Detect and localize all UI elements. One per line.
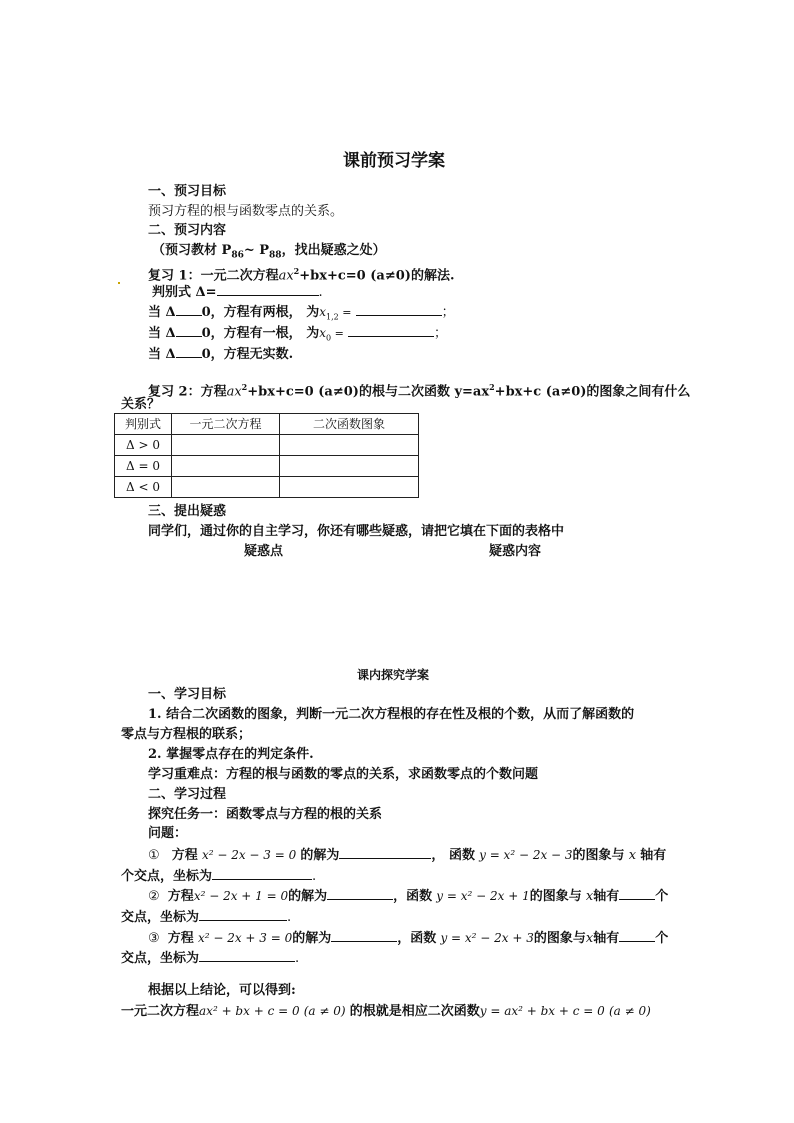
p2-c: ，函数: [393, 889, 433, 904]
l2-blank1[interactable]: [176, 323, 202, 337]
p2-g: 交点，坐标为: [121, 910, 200, 925]
last-a: 一元二次方程: [121, 1004, 200, 1019]
review2-sq2: 2: [489, 382, 495, 392]
heading-learning-process: 二、学习过程: [148, 787, 227, 802]
l2-var: x: [319, 326, 326, 340]
p2-eq: x² − 2x + 1 = 0: [193, 889, 289, 903]
heading-preview-content: 二、预习内容: [148, 223, 227, 238]
table-cell-disc: Δ = 0: [115, 456, 172, 477]
problem-3: [148, 928, 668, 948]
p1-eq: x² − 2x − 3 = 0: [201, 848, 297, 862]
p3-f: 个: [655, 931, 669, 946]
relation-table: [114, 413, 419, 498]
p3-e: 轴有: [593, 931, 620, 946]
l1-sub: 1,2: [325, 312, 339, 322]
heading-questions: 三、提出疑惑: [148, 504, 227, 519]
problem-1: [148, 845, 666, 865]
review2-e: 0)的图象之间有什么: [571, 384, 691, 400]
note-sub2: 88: [269, 250, 282, 261]
table-cell-disc: Δ > 0: [115, 435, 172, 456]
table-header: 一元二次方程: [172, 414, 280, 435]
l2-semi: ；: [433, 326, 447, 341]
p2-blank-solution[interactable]: [327, 886, 393, 900]
note-post: ，找出疑惑之处）: [281, 243, 386, 258]
review2-sq: 2: [241, 382, 248, 392]
p1-c: ， 函数: [431, 848, 475, 863]
p2-blank-coords[interactable]: [199, 907, 287, 921]
l3-b: 0，方程无实数.: [201, 347, 294, 362]
key-points: 学习重难点：方程的根与函数的零点的关系，求函数零点的个数问题: [148, 767, 539, 782]
disc-blank[interactable]: [217, 282, 319, 296]
last-cond2: (a ≠ 0): [608, 1004, 651, 1018]
table-cell-graph[interactable]: [280, 456, 419, 477]
column-doubt-point: 疑惑点: [244, 544, 284, 559]
table-cell-equation[interactable]: [172, 456, 280, 477]
p1-b: 的解为: [300, 848, 340, 863]
p3-x: x: [585, 931, 594, 946]
p1-d: 的图象与: [572, 848, 625, 863]
p2-a: 方程: [167, 889, 194, 904]
p1-fn: y = x² − 2x − 3: [479, 848, 573, 862]
note-mid: ~ P: [243, 243, 270, 258]
l1-a: 当 Δ: [148, 305, 176, 320]
p3-blank-coords[interactable]: [199, 948, 295, 962]
p1-f: 个交点，坐标为: [121, 869, 213, 884]
review2-a: 复习 2：方程: [148, 384, 227, 400]
l1-blank1[interactable]: [176, 302, 202, 316]
l1-var: x: [319, 305, 326, 319]
p3-period: .: [295, 951, 300, 966]
l3-blank[interactable]: [176, 344, 202, 358]
table-header: 判别式: [115, 414, 172, 435]
table-cell-disc: Δ < 0: [115, 477, 172, 498]
p1-blank-coords[interactable]: [212, 866, 312, 880]
problem-3-cont: [121, 948, 299, 968]
p3-d: 的图象与: [533, 931, 586, 946]
table-cell-graph[interactable]: [280, 477, 419, 498]
l1-semi: ；: [441, 305, 455, 320]
problem-2: [148, 886, 668, 906]
p3-eq: x² − 2x + 3 = 0: [197, 931, 293, 945]
review1-neq: ≠: [384, 268, 396, 284]
table-row: [115, 456, 419, 477]
p2-f: 个: [655, 889, 669, 904]
review2-neq2: ≠: [560, 384, 572, 400]
column-doubt-content: 疑惑内容: [489, 544, 542, 559]
l2-sub: 0: [325, 333, 332, 343]
table-row: [115, 435, 419, 456]
question-label: 问题：: [148, 826, 188, 841]
p2-num: ②: [148, 889, 160, 904]
l3-a: 当 Δ: [148, 347, 176, 362]
p1-num: ①: [148, 848, 160, 863]
table-header: 二次函数图象: [280, 414, 419, 435]
review1-sq: 2: [293, 266, 300, 276]
p2-blank-count[interactable]: [619, 886, 655, 900]
questions-text: 同学们，通过你的自主学习，你还有哪些疑惑，请把它填在下面的表格中: [148, 524, 565, 539]
review1-c: 0)的解法.: [395, 268, 455, 284]
note-sub1: 86: [231, 250, 244, 261]
goal-1-cont: 零点与方程根的联系；: [121, 727, 252, 742]
p2-b: 的解为: [288, 889, 328, 904]
problem-1-cont: [121, 866, 316, 886]
disc-label: 判别式 Δ=: [152, 285, 217, 300]
task-title: 探究任务一：函数零点与方程的根的关系: [148, 807, 383, 822]
p1-blank-solution[interactable]: [339, 845, 431, 859]
preview-goal-text: 预习方程的根与函数零点的关系。: [148, 204, 344, 219]
p3-fn: y = x² − 2x + 3: [440, 931, 534, 945]
p3-g: 交点，坐标为: [121, 951, 200, 966]
stray-dot: [118, 282, 120, 284]
l1-b: 0，方程有两根， 为: [201, 305, 320, 320]
p3-b: 的解为: [292, 931, 332, 946]
goal-1: 1. 结合二次函数的图象，判断一元二次方程根的存在性及根的个数，从而了解函数的: [148, 707, 635, 722]
goal-2: 2. 掌握零点存在的判定条件.: [148, 747, 314, 762]
conclusion-line: [121, 1002, 651, 1021]
review1-a: 复习 1：一元二次方程: [148, 268, 279, 284]
note-pre: （预习教材 P: [152, 243, 232, 258]
p2-fn: y = x² − 2x + 1: [436, 889, 530, 903]
table-row: [115, 477, 419, 498]
last-eq: ax² + bx + c = 0: [199, 1004, 300, 1018]
table-header-row: [115, 414, 419, 435]
table-cell-equation[interactable]: [172, 477, 280, 498]
l2-a: 当 Δ: [148, 326, 176, 341]
last-fn: y = ax² + bx + c = 0: [479, 1004, 605, 1018]
conclusion-label: 根据以上结论，可以得到:: [148, 983, 296, 998]
l2-eq: =: [331, 327, 344, 340]
table-cell-graph[interactable]: [280, 435, 419, 456]
p2-e: 轴有: [593, 889, 620, 904]
heading-learning-goal: 一、学习目标: [148, 687, 227, 702]
section-title: 课内探究学案: [357, 668, 430, 682]
heading-preview-goal: 一、预习目标: [148, 184, 227, 199]
p2-d: 的图象与: [529, 889, 582, 904]
p2-period: .: [287, 910, 292, 925]
discriminant-line: [152, 282, 323, 302]
l2-b: 0，方程有一根， 为: [201, 326, 320, 341]
problem-2-cont: [121, 907, 291, 927]
table-cell-equation[interactable]: [172, 435, 280, 456]
l2-blank2[interactable]: [348, 323, 434, 337]
p3-a: 方程: [167, 931, 194, 946]
last-cond: (a ≠ 0): [303, 1004, 346, 1018]
review2-eq: ax: [226, 384, 242, 400]
review-2-cont: 关系？: [121, 397, 161, 412]
p3-c: ，函数: [397, 931, 437, 946]
p1-e: 轴有: [640, 848, 667, 863]
p2-x: x: [585, 889, 594, 904]
disc-period: .: [318, 285, 323, 300]
p3-num: ③: [148, 931, 160, 946]
p1-a: 方程: [171, 848, 198, 863]
p1-period: .: [312, 869, 317, 884]
last-b: 的根就是相应二次函数: [349, 1004, 480, 1019]
p3-blank-solution[interactable]: [331, 928, 397, 942]
page-title: 课前预习学案: [343, 151, 445, 171]
review1-eq: ax: [278, 268, 294, 284]
review-2: [148, 378, 690, 401]
review2-c: 0)的根与二次函数 y=ax: [343, 384, 490, 400]
l1-blank2[interactable]: [356, 302, 442, 316]
p3-blank-count[interactable]: [619, 928, 655, 942]
review1-b: +bx+c=0 (a: [299, 268, 385, 284]
review2-d: +bx+c (a: [494, 384, 561, 400]
review2-b: +bx+c=0 (a: [247, 384, 333, 400]
review2-neq: ≠: [332, 384, 344, 400]
no-root-line: [148, 344, 293, 364]
l1-eq: =: [338, 306, 352, 319]
p1-x: x: [628, 848, 637, 863]
